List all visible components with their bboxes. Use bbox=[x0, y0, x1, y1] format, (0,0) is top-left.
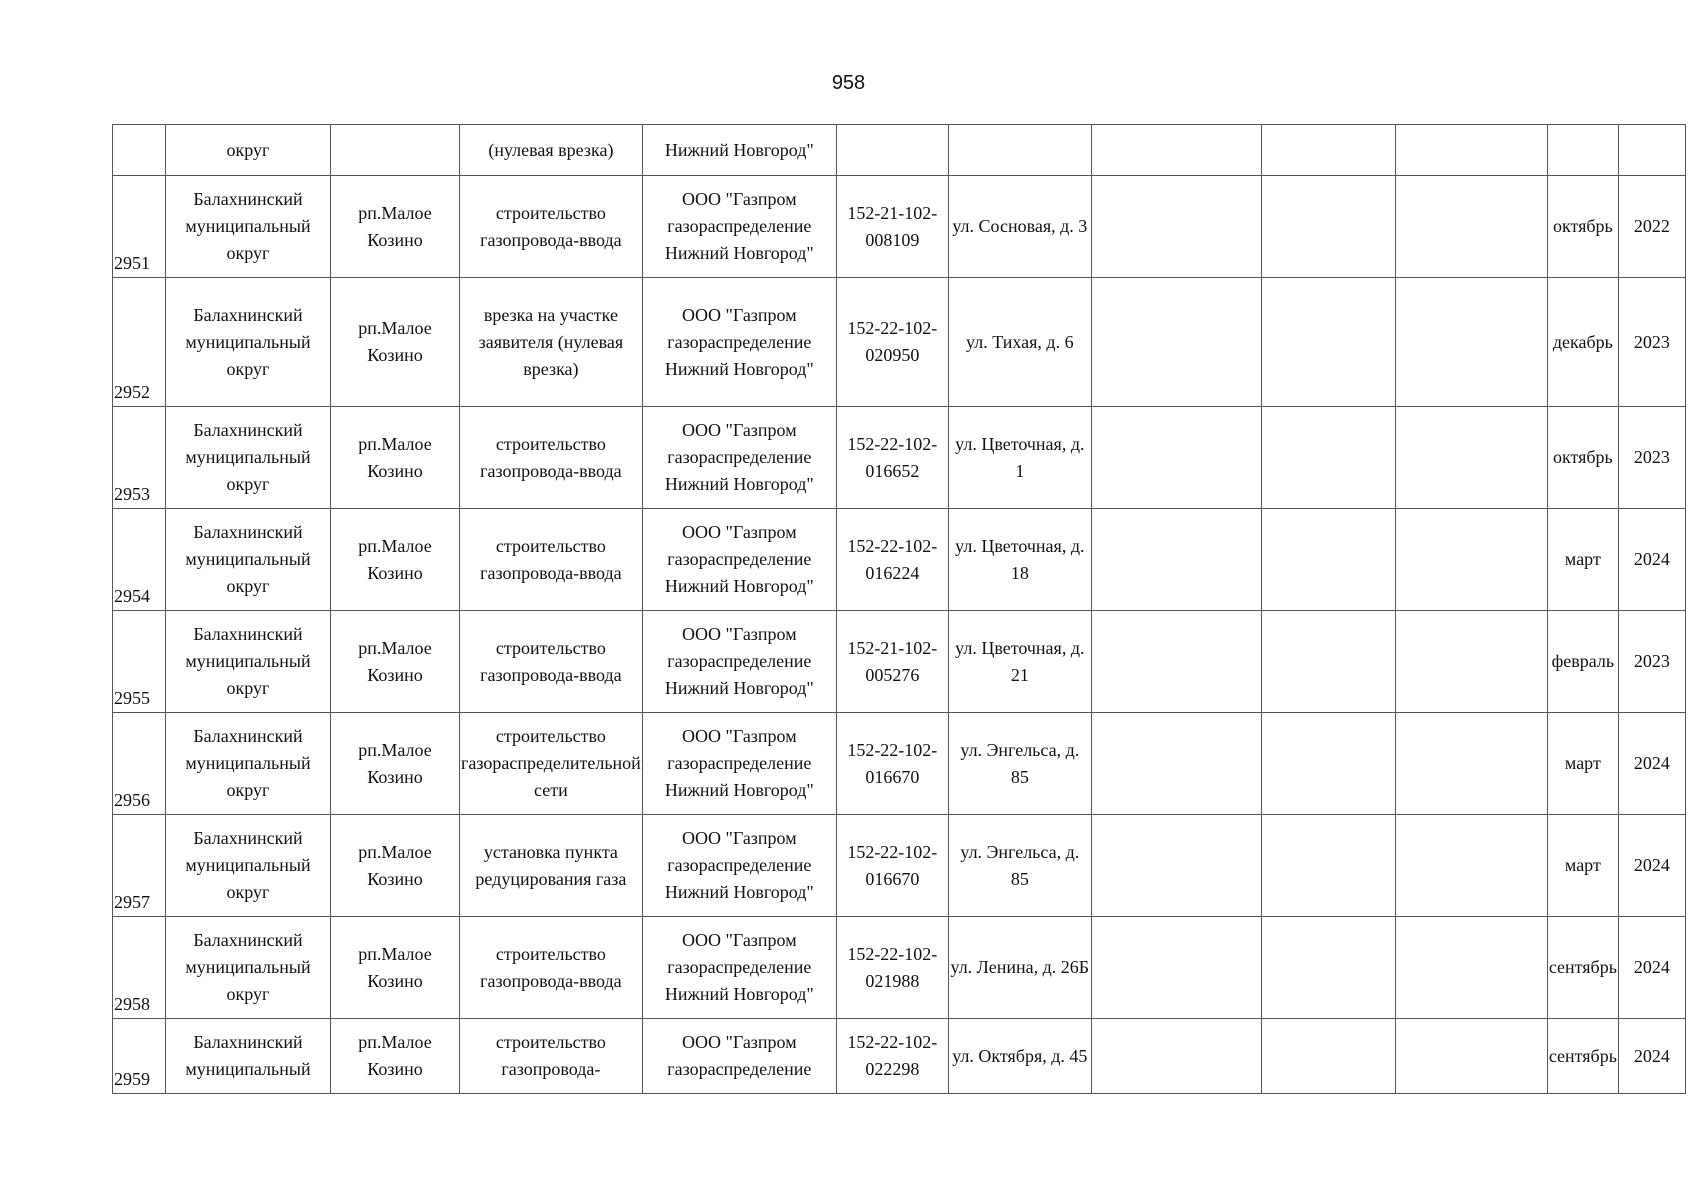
cell-address: ул. Цветочная, д. 18 bbox=[948, 509, 1091, 611]
cell-locality: рп.Малое Козино bbox=[331, 713, 460, 815]
cell-year: 2023 bbox=[1618, 611, 1685, 713]
cell-num: 2953 bbox=[113, 407, 166, 509]
cell-org: ООО "Газпром газораспределение Нижний Новгород" bbox=[642, 611, 836, 713]
cell-district: Балахнинский муниципальный bbox=[166, 1019, 331, 1094]
cell-empty bbox=[1395, 278, 1547, 407]
cell-district: Балахнинский муниципальный округ bbox=[166, 176, 331, 278]
table-row bbox=[113, 713, 1686, 815]
cell-org: ООО "Газпром газораспределение Нижний Новгород" bbox=[642, 278, 836, 407]
cell-district: Балахнинский муниципальный округ bbox=[166, 917, 331, 1019]
cell-num: 2954 bbox=[113, 509, 166, 611]
cell-year bbox=[1618, 125, 1685, 176]
table-row bbox=[113, 407, 1686, 509]
table-row bbox=[113, 611, 1686, 713]
table-row bbox=[113, 917, 1686, 1019]
cell-year: 2024 bbox=[1618, 815, 1685, 917]
cell-empty bbox=[1395, 713, 1547, 815]
cell-month: октябрь bbox=[1547, 176, 1618, 278]
registry-table bbox=[112, 124, 1686, 1094]
cell-empty bbox=[1261, 1019, 1395, 1094]
cell-address: ул. Цветочная, д. 21 bbox=[948, 611, 1091, 713]
cell-org: ООО "Газпром газораспределение Нижний Новгород" bbox=[642, 509, 836, 611]
cell-year: 2024 bbox=[1618, 1019, 1685, 1094]
cell-empty bbox=[1261, 917, 1395, 1019]
cell-locality: рп.Малое Козино bbox=[331, 917, 460, 1019]
cell-code: 152-22-102-020950 bbox=[836, 278, 948, 407]
cell-district: Балахнинский муниципальный округ bbox=[166, 509, 331, 611]
cell-num: 2952 bbox=[113, 278, 166, 407]
cell-year: 2022 bbox=[1618, 176, 1685, 278]
cell-locality: рп.Малое Козино bbox=[331, 815, 460, 917]
cell-work: (нулевая врезка) bbox=[460, 125, 643, 176]
cell-month: сентябрь bbox=[1547, 1019, 1618, 1094]
cell-month: март bbox=[1547, 815, 1618, 917]
cell-code: 152-22-102-016224 bbox=[836, 509, 948, 611]
cell-empty bbox=[1395, 917, 1547, 1019]
cell-locality: рп.Малое Козино bbox=[331, 407, 460, 509]
cell-code: 152-22-102-022298 bbox=[836, 1019, 948, 1094]
cell-month: декабрь bbox=[1547, 278, 1618, 407]
cell-year: 2024 bbox=[1618, 713, 1685, 815]
cell-num: 2951 bbox=[113, 176, 166, 278]
cell-month bbox=[1547, 125, 1618, 176]
cell-locality: рп.Малое Козино bbox=[331, 176, 460, 278]
cell-empty bbox=[1261, 407, 1395, 509]
cell-year: 2024 bbox=[1618, 509, 1685, 611]
cell-empty bbox=[1091, 1019, 1261, 1094]
cell-empty bbox=[1395, 1019, 1547, 1094]
cell-code: 152-22-102-016652 bbox=[836, 407, 948, 509]
cell-year: 2023 bbox=[1618, 407, 1685, 509]
cell-empty bbox=[1261, 713, 1395, 815]
cell-district: Балахнинский муниципальный округ bbox=[166, 407, 331, 509]
cell-work: врезка на участке заявителя (нулевая врезка) bbox=[460, 278, 643, 407]
cell-org: ООО "Газпром газораспределение Нижний Новгород" bbox=[642, 407, 836, 509]
cell-work: строительство газораспределительной сети bbox=[460, 713, 643, 815]
cell-address: ул. Ленина, д. 26Б bbox=[948, 917, 1091, 1019]
cell-address: ул. Тихая, д. 6 bbox=[948, 278, 1091, 407]
cell-work: строительство газопровода-ввода bbox=[460, 917, 643, 1019]
cell-district: Балахнинский муниципальный округ bbox=[166, 815, 331, 917]
table-row bbox=[113, 278, 1686, 407]
cell-empty bbox=[1395, 407, 1547, 509]
cell-empty bbox=[1091, 125, 1261, 176]
cell-num: 2955 bbox=[113, 611, 166, 713]
cell-year: 2024 bbox=[1618, 917, 1685, 1019]
cell-month: октябрь bbox=[1547, 407, 1618, 509]
cell-address: ул. Энгельса, д. 85 bbox=[948, 713, 1091, 815]
cell-address bbox=[948, 125, 1091, 176]
cell-month: март bbox=[1547, 713, 1618, 815]
table-body bbox=[113, 125, 1686, 1094]
cell-district: округ bbox=[166, 125, 331, 176]
cell-org: ООО "Газпром газораспределение Нижний Новгород" bbox=[642, 917, 836, 1019]
table-row bbox=[113, 815, 1686, 917]
cell-locality: рп.Малое Козино bbox=[331, 278, 460, 407]
cell-address: ул. Октября, д. 45 bbox=[948, 1019, 1091, 1094]
cell-num: 2958 bbox=[113, 917, 166, 1019]
cell-empty bbox=[1091, 713, 1261, 815]
cell-empty bbox=[1261, 611, 1395, 713]
cell-num: 2959 bbox=[113, 1019, 166, 1094]
cell-org: ООО "Газпром газораспределение Нижний Новгород" bbox=[642, 713, 836, 815]
cell-month: сентябрь bbox=[1547, 917, 1618, 1019]
cell-district: Балахнинский муниципальный округ bbox=[166, 278, 331, 407]
cell-empty bbox=[1261, 176, 1395, 278]
cell-empty bbox=[1261, 278, 1395, 407]
cell-address: ул. Цветочная, д. 1 bbox=[948, 407, 1091, 509]
cell-work: строительство газопровода-ввода bbox=[460, 611, 643, 713]
table-row bbox=[113, 176, 1686, 278]
cell-empty bbox=[1261, 815, 1395, 917]
cell-org: Нижний Новгород" bbox=[642, 125, 836, 176]
cell-empty bbox=[1091, 176, 1261, 278]
cell-work: строительство газопровода-ввода bbox=[460, 176, 643, 278]
cell-code: 152-21-102-008109 bbox=[836, 176, 948, 278]
cell-work: строительство газопровода-ввода bbox=[460, 509, 643, 611]
table-row bbox=[113, 1019, 1686, 1094]
cell-district: Балахнинский муниципальный округ bbox=[166, 713, 331, 815]
cell-empty bbox=[1091, 509, 1261, 611]
cell-num: 2956 bbox=[113, 713, 166, 815]
page-number: 958 bbox=[831, 72, 866, 94]
cell-empty bbox=[1091, 278, 1261, 407]
cell-code: 152-22-102-016670 bbox=[836, 713, 948, 815]
cell-empty bbox=[1091, 407, 1261, 509]
cell-work: установка пункта редуцирования газа bbox=[460, 815, 643, 917]
cell-empty bbox=[1395, 815, 1547, 917]
cell-empty bbox=[1261, 509, 1395, 611]
cell-code: 152-21-102-005276 bbox=[836, 611, 948, 713]
cell-num: 2957 bbox=[113, 815, 166, 917]
table-row bbox=[113, 509, 1686, 611]
cell-work: строительство газопровода-ввода bbox=[460, 407, 643, 509]
cell-org: ООО "Газпром газораспределение Нижний Новгород" bbox=[642, 815, 836, 917]
cell-code: 152-22-102-021988 bbox=[836, 917, 948, 1019]
cell-empty bbox=[1395, 125, 1547, 176]
cell-locality bbox=[331, 125, 460, 176]
cell-month: февраль bbox=[1547, 611, 1618, 713]
cell-month: март bbox=[1547, 509, 1618, 611]
cell-org: ООО "Газпром газораспределение Нижний Новгород" bbox=[642, 176, 836, 278]
cell-empty bbox=[1395, 509, 1547, 611]
cell-empty bbox=[1395, 176, 1547, 278]
cell-work: строительство газопровода- bbox=[460, 1019, 643, 1094]
cell-num bbox=[113, 125, 166, 176]
cell-locality: рп.Малое Козино bbox=[331, 1019, 460, 1094]
cell-empty bbox=[1091, 815, 1261, 917]
cell-address: ул. Сосновая, д. 3 bbox=[948, 176, 1091, 278]
cell-locality: рп.Малое Козино bbox=[331, 611, 460, 713]
table-row-continuation bbox=[113, 125, 1686, 176]
cell-year: 2023 bbox=[1618, 278, 1685, 407]
cell-code: 152-22-102-016670 bbox=[836, 815, 948, 917]
cell-empty bbox=[1395, 611, 1547, 713]
cell-code bbox=[836, 125, 948, 176]
cell-address: ул. Энгельса, д. 85 bbox=[948, 815, 1091, 917]
cell-empty bbox=[1091, 917, 1261, 1019]
cell-district: Балахнинский муниципальный округ bbox=[166, 611, 331, 713]
cell-empty bbox=[1261, 125, 1395, 176]
cell-org: ООО "Газпром газораспределение bbox=[642, 1019, 836, 1094]
cell-locality: рп.Малое Козино bbox=[331, 509, 460, 611]
cell-empty bbox=[1091, 611, 1261, 713]
